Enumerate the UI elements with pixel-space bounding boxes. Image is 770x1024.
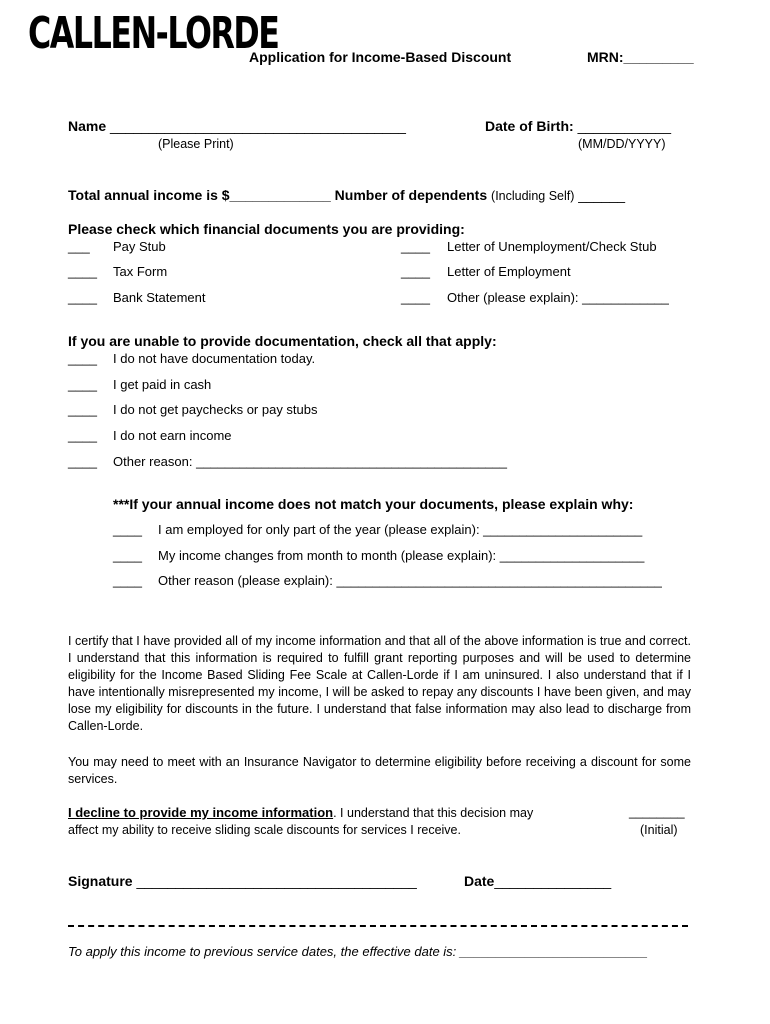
decline-rest-text: . I understand that this decision may [333,806,534,820]
no-docs-heading: If you are unable to provide documentation, check all that apply: [68,333,497,349]
income-row [68,187,625,203]
no-docs-label: I do not have documentation today. [113,351,316,366]
decline-bold-text: I decline to provide my income information [68,805,334,820]
dob-row [485,118,671,134]
income-field[interactable]: Total annual income is $_____________ [68,187,331,203]
doc-label-unemployment: Letter of Unemployment/Check Stub [447,239,657,254]
date-label: Date [464,873,495,889]
dob-hint: (MM/DD/YYYY) [578,137,666,151]
mrn-field[interactable]: MRN:_________ [587,49,694,65]
doc-blank-employment[interactable]: ____ [401,264,430,279]
signature-input-line[interactable]: ____________________________________ [136,873,417,889]
decline-line-2: affect my ability to receive sliding scale discounts for services I receive. [68,823,461,837]
no-docs-blank[interactable]: ____ [68,454,97,469]
name-row [68,118,406,134]
doc-blank-bank-statement[interactable]: ____ [68,290,97,305]
doc-label-bank-statement: Bank Statement [113,290,206,305]
navigator-paragraph: You may need to meet with an Insurance Navigator to determine eligibility before receiving a discount for some services. [68,755,691,786]
mismatch-blank[interactable]: ____ [113,522,142,537]
certification-paragraph: I certify that I have provided all of my income information and that all of the above information is true and correct. I understand that this information is required to fulfill grant reporting purposes and will be used to determine eligibility for the Income Based Sliding Fee Scale at Callen-Lorde if I am uninsured. I also understand that if I have intentionally misrepresented my income, I will be asked to repay any discounts I have been given, and may lose my eligibility for discounts in the future. I understand that false information may also lead to discharge from Callen-Lorde. [68,634,691,733]
documents-heading: Please check which financial documents you are providing: [68,221,465,237]
no-docs-label: I do not get paychecks or pay stubs [113,402,318,417]
mismatch-label[interactable]: I am employed for only part of the year (please explain): ______________________ [158,522,643,537]
doc-blank-pay-stub[interactable]: ___ [68,239,90,254]
doc-label-pay-stub: Pay Stub [113,239,166,254]
no-docs-blank[interactable]: ____ [68,402,97,417]
date-input-line[interactable]: _______________ [494,873,612,889]
name-label: Name [68,118,107,134]
dob-input-line[interactable]: ____________ [577,118,671,134]
initial-label: (Initial) [640,823,678,837]
name-input-line[interactable]: ______________________________________ [110,118,406,134]
doc-label-other[interactable]: Other (please explain): ____________ [447,290,669,305]
no-docs-other-reason[interactable]: Other reason: ___________________________________________ [113,454,507,469]
doc-label-employment: Letter of Employment [447,264,571,279]
no-docs-blank[interactable]: ____ [68,428,97,443]
dependents-input-line[interactable]: ______ [578,187,626,203]
form-title: Application for Income-Based Discount [249,49,512,65]
initial-input-line[interactable]: ________ [629,805,685,819]
doc-blank-other[interactable]: ____ [401,290,430,305]
date-row [464,873,611,889]
dependents-hint: (Including Self) [491,189,575,203]
mismatch-blank[interactable]: ____ [113,573,142,588]
doc-blank-tax-form[interactable]: ____ [68,264,97,279]
decline-line-1 [68,805,533,820]
no-docs-label: I do not earn income [113,428,232,443]
name-hint: (Please Print) [158,137,234,151]
cut-line-divider [68,925,688,927]
no-docs-blank[interactable]: ____ [68,351,97,366]
doc-blank-unemployment[interactable]: ____ [401,239,430,254]
dependents-label: Number of dependents [334,187,488,203]
no-docs-label: I get paid in cash [113,377,212,392]
dob-label: Date of Birth: [485,118,574,134]
signature-row [68,873,417,889]
mismatch-blank[interactable]: ____ [113,548,142,563]
effective-date-field[interactable]: To apply this income to previous service dates, the effective date is: __________________________ [68,944,648,959]
signature-label: Signature [68,873,133,889]
no-docs-blank[interactable]: ____ [68,377,97,392]
callen-lorde-logo: CALLEN-LORDE [28,8,279,59]
mismatch-label[interactable]: Other reason (please explain): _____________________________________________ [158,573,662,588]
mismatch-heading: ***If your annual income does not match your documents, please explain why: [113,496,634,512]
doc-label-tax-form: Tax Form [113,264,168,279]
mismatch-label[interactable]: My income changes from month to month (please explain): ____________________ [158,548,645,563]
